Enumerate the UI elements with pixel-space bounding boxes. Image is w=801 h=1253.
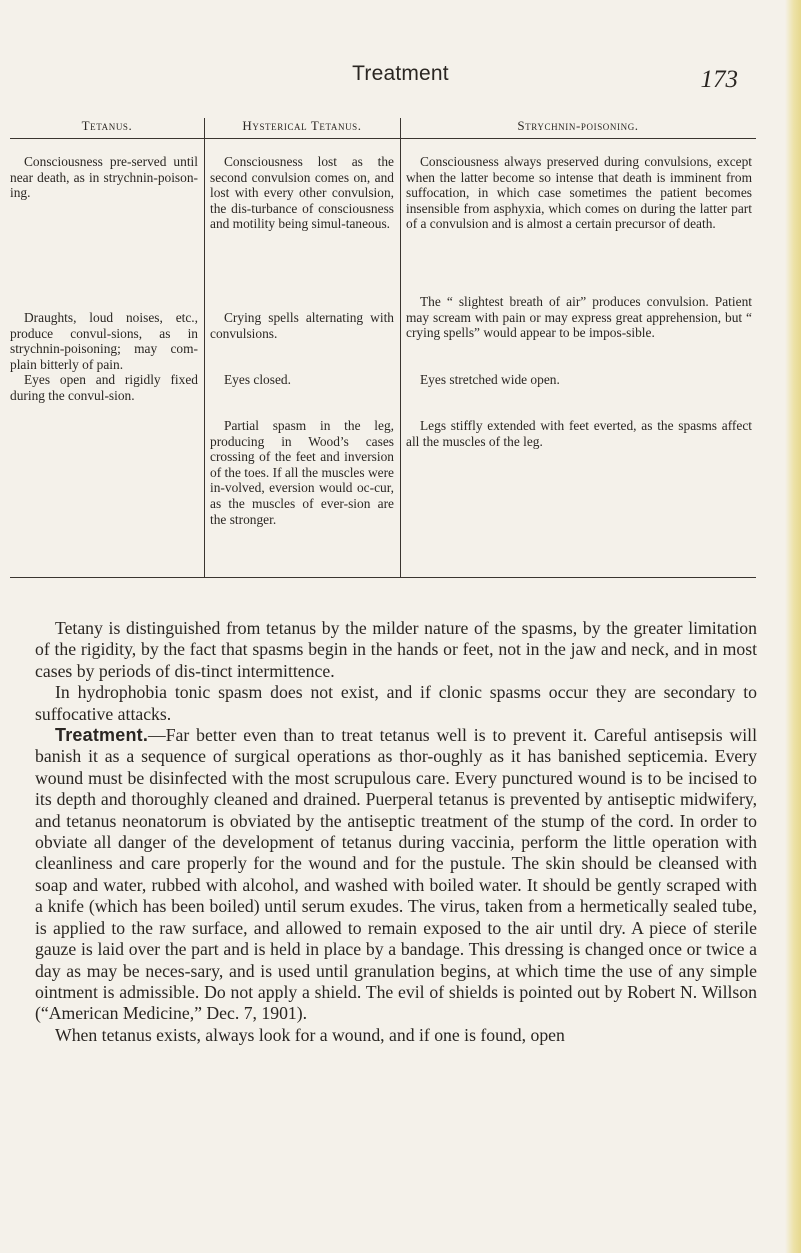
cell-hysterical-consciousness: Consciousness lost as the second convulsion comes on, and lost with every other convulsion, the dis-turbance of consciousness and motility being simul-taneous.	[210, 154, 394, 232]
column-header-hysterical-tetanus: Hysterical Tetanus.	[242, 118, 362, 133]
paragraph-wound: When tetanus exists, always look for a wound, and if one is found, open	[55, 1024, 565, 1045]
cell-hysterical-crying: Crying spells alternating with convulsions.	[210, 310, 394, 341]
cell-hysterical-eyes: Eyes closed.	[224, 372, 291, 387]
cell-tetanus-eyes: Eyes open and rigidly fixed during the convul-sion.	[10, 372, 198, 403]
section-heading-treatment: Treatment.	[55, 725, 149, 746]
column-header-tetanus: Tetanus.	[81, 118, 133, 133]
page-header	[0, 62, 801, 102]
paragraph-treatment	[35, 725, 757, 1025]
body-text	[35, 618, 757, 1046]
cell-strychnin-eyes: Eyes stretched wide open.	[420, 372, 560, 387]
running-title: Treatment	[352, 62, 449, 85]
treatment-text: —Far better even than to treat tetanus well is to prevent it. Careful antisepsis will banish it as a sequence of surgical operations as thor-oughly as it has banished septicemia. Every wound must be disinfected with the most scrupulous care. Every punctured wound is to be incised to its depth and thoroughly cleaned and drained. Puerperal tetanus is prevented by antiseptic midwifery, and tetanus neonatorum is obviated by the antiseptic treatment of the stump of the cord. In order to obviate all danger of the development of tetanus during vaccinia, perform the little operation with cleanliness and care properly for the wound and for the pustule. The skin should be cleansed with soap and water, rubbed with alcohol, and washed with boiled water. It should be gently scraped with a knife (which has been boiled) until serum exudes. The virus, taken from a hermetically sealed tube, is applied to the raw surface, and allowed to remain exposed to the air until dry. A piece of sterile gauze is laid over the part and is held in place by a bandage. This dressing is changed once or twice a day as may be neces-sary, and is used until granulation begins, at which time the use of any simple ointment is admissible. Do not apply a shield. The evil of shields is pointed out by Robert N. Willson (“American Medicine,” Dec. 7, 1901).	[35, 725, 757, 1024]
cell-tetanus-consciousness: Consciousness pre-served until near death, as in strychnin-poison-ing.	[10, 154, 198, 201]
bottom-rule	[10, 577, 756, 578]
column-divider-1	[204, 118, 205, 578]
paragraph-tetany: Tetany is distinguished from tetanus by the milder nature of the spasms, by the greater limitation of the rigidity, by the fact that spasms begin in the hands or feet, not in the jaw and neck, and in most cases by periods of dis-tinct intermittence.	[35, 618, 757, 681]
page-edge-shadow	[785, 0, 801, 1253]
comparison-table	[10, 118, 756, 578]
cell-strychnin-consciousness: Consciousness always preserved during convulsions, except when the latter become so intense that death is imminent from suffocation, in which case sometimes the patient becomes insensible from asphyxia, which comes on during the latter part of a convulsion and is almost a certain precursor of death.	[406, 154, 752, 232]
cell-hysterical-legs: Partial spasm in the leg, producing in Wood’s cases crossing of the feet and inversion of the toes. If all the muscles were in-volved, eversion would oc-cur, as the muscles of ever-sion are the stronger.	[210, 418, 394, 527]
page-number: 173	[700, 66, 738, 93]
header-rule	[10, 138, 756, 139]
cell-tetanus-triggers: Draughts, loud noises, etc., produce convul-sions, as in strychnin-poisoning; may com-plain bitterly of pain.	[10, 310, 198, 372]
paragraph-hydrophobia: In hydrophobia tonic spasm does not exist, and if clonic spasms occur they are secondary to suffocative attacks.	[35, 682, 757, 724]
cell-strychnin-legs: Legs stiffly extended with feet everted, as the spasms affect all the muscles of the leg.	[406, 418, 752, 449]
column-divider-2	[400, 118, 401, 578]
column-header-strychnin-poisoning: Strychnin-poisoning.	[517, 118, 639, 133]
cell-strychnin-triggers: The “ slightest breath of air” produces convulsion. Patient may scream with pain or may express great apprehension, but “ crying spells” would appear to be impos-sible.	[406, 294, 752, 341]
